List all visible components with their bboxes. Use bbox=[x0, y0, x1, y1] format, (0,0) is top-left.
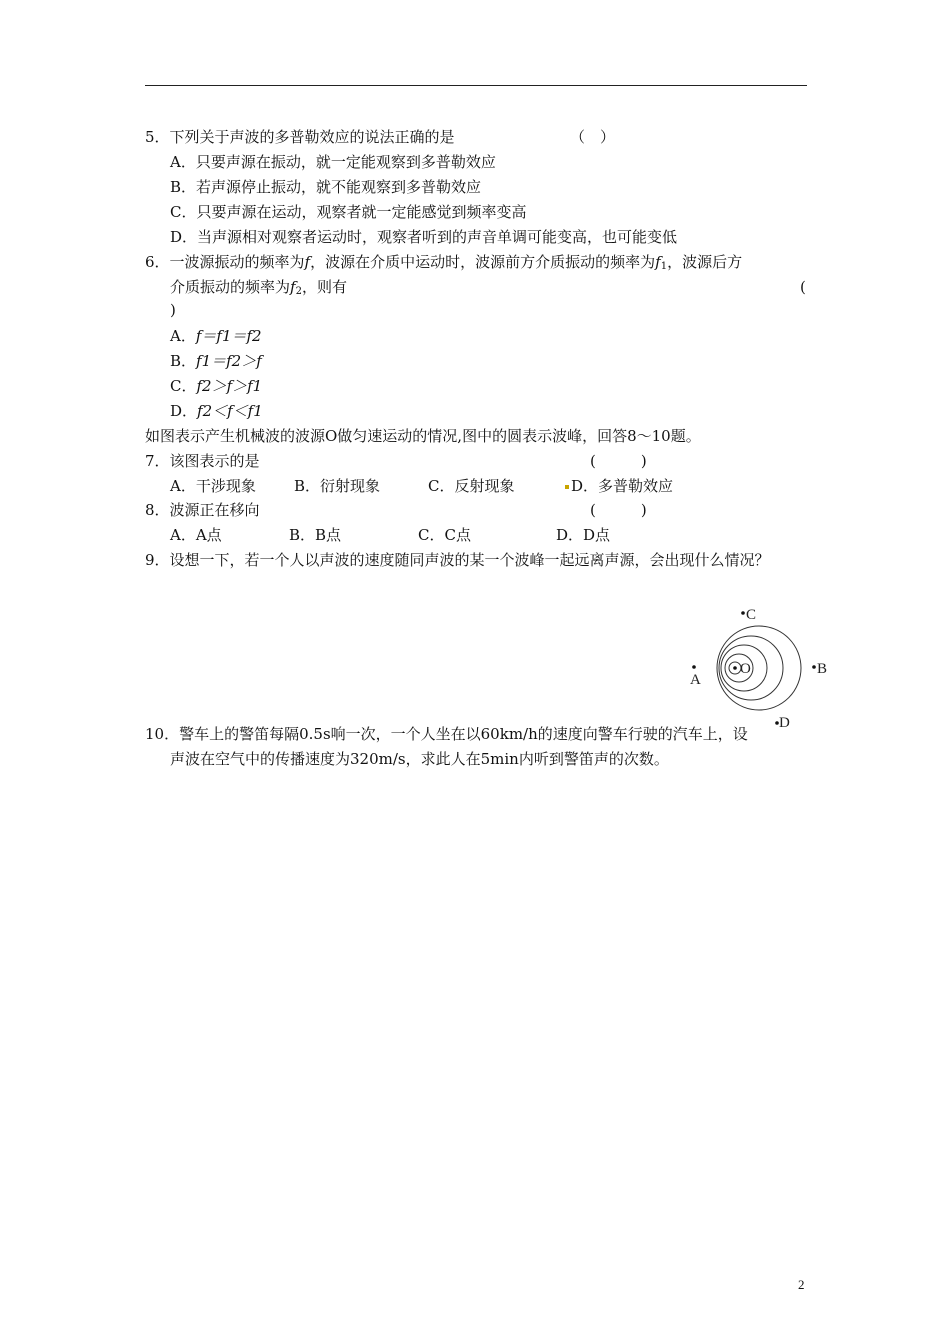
q6-paren-open: ( bbox=[800, 278, 806, 296]
q7-answer-paren: ( ) bbox=[590, 452, 647, 470]
q6-f1: f bbox=[655, 253, 661, 271]
q6-option-a bbox=[170, 326, 262, 346]
q6-line2-b: ，则有 bbox=[301, 278, 347, 296]
q6-stem-b: ，波源在介质中运动时，波源前方介质振动的频率为 bbox=[310, 253, 656, 271]
q6-f2-sub: 2 bbox=[295, 286, 302, 297]
q6-option-c bbox=[170, 376, 262, 396]
wave-crest-1 bbox=[717, 626, 801, 710]
q7-option-b: B．衍射现象 bbox=[294, 477, 381, 495]
q6-f: f bbox=[304, 253, 311, 271]
q7-option-a: A．干涉现象 bbox=[170, 477, 256, 495]
q6-option-b bbox=[170, 351, 262, 371]
page-number: 2 bbox=[798, 1277, 805, 1292]
q10-line1: 10．警车上的警笛每隔0.5s响一次，一个人坐在以60km/h的速度向警车行驶的汽车上，设 bbox=[145, 725, 748, 743]
q6-line2-a: 介质振动的频率为 bbox=[170, 278, 291, 296]
q6-stem-c: ，波源后方 bbox=[667, 253, 743, 271]
q7-option-d bbox=[565, 476, 673, 496]
q10-line2: 声波在空气中的传播速度为320m/s，求此人在5min内听到警笛声的次数。 bbox=[170, 750, 669, 768]
q6-option-a-label: A． bbox=[170, 327, 196, 345]
q9-stem: 9．设想一下，若一个人以声波的速度随同声波的某一个波峰一起远离声源，会出现什么情况？ bbox=[145, 551, 770, 569]
point-a-dot bbox=[692, 665, 696, 669]
q6-option-b-expr: f1＝f2＞f bbox=[196, 352, 262, 370]
q6-f1-sub: 1 bbox=[660, 261, 668, 272]
q6-option-c-label: C． bbox=[170, 377, 197, 395]
q7-stem: 7．该图表示的是 bbox=[145, 452, 260, 470]
q6-paren-close: ) bbox=[170, 301, 176, 319]
header-rule bbox=[145, 85, 807, 86]
figure-intro: 如图表示产生机械波的波源O做匀速运动的情况,图中的圆表示波峰，回答8～10题。 bbox=[145, 427, 701, 445]
q5-option-d: D．当声源相对观察者运动时，观察者听到的声音单调可能变高，也可能变低 bbox=[170, 228, 678, 246]
q8-option-a: A．A点 bbox=[170, 526, 222, 544]
q8-answer-paren: ( ) bbox=[590, 501, 647, 519]
label-c: C bbox=[746, 607, 757, 623]
q8-option-b: B．B点 bbox=[289, 526, 342, 544]
q5-option-a: A．只要声源在振动，就一定能观察到多普勒效应 bbox=[170, 153, 496, 171]
q5-option-c: C．只要声源在运动，观察者就一定能感觉到频率变高 bbox=[170, 203, 527, 221]
q6-option-a-expr: f＝f1＝f2 bbox=[195, 327, 262, 345]
label-d: D bbox=[779, 715, 790, 731]
q8-option-c: C．C点 bbox=[418, 526, 471, 544]
wave-source-figure bbox=[680, 600, 830, 740]
q6-option-d-expr: f2＜f＜f1 bbox=[197, 402, 263, 420]
q6-f2: f bbox=[290, 278, 296, 296]
q5-answer-paren: （ ） bbox=[570, 128, 616, 146]
q8-stem: 8．波源正在移向 bbox=[145, 501, 260, 519]
q6-stem-line2 bbox=[170, 277, 347, 297]
q7-option-c: C．反射现象 bbox=[428, 477, 515, 495]
point-c-dot bbox=[741, 611, 745, 615]
q5-option-b: B．若声源停止振动，就不能观察到多普勒效应 bbox=[170, 178, 482, 196]
label-b: B bbox=[817, 661, 828, 677]
q6-option-c-expr: f2＞f＞f1 bbox=[196, 377, 263, 395]
q6-option-d-label: D． bbox=[170, 402, 198, 420]
q5-stem: 5．下列关于声波的多普勒效应的说法正确的是 bbox=[145, 128, 455, 146]
q6-option-d bbox=[170, 401, 263, 421]
q6-stem-line1 bbox=[145, 252, 742, 272]
q8-option-d: D．D点 bbox=[556, 526, 611, 544]
q7-option-d-text: D．多普勒效应 bbox=[571, 477, 674, 495]
highlight-mark bbox=[565, 485, 569, 489]
label-o: O bbox=[740, 661, 751, 677]
q6-option-b-label: B． bbox=[170, 352, 197, 370]
q6-stem-a: 6．一波源振动的频率为 bbox=[145, 253, 305, 271]
label-a: A bbox=[690, 672, 701, 688]
point-b-dot bbox=[812, 665, 816, 669]
source-o-dot bbox=[733, 666, 737, 670]
